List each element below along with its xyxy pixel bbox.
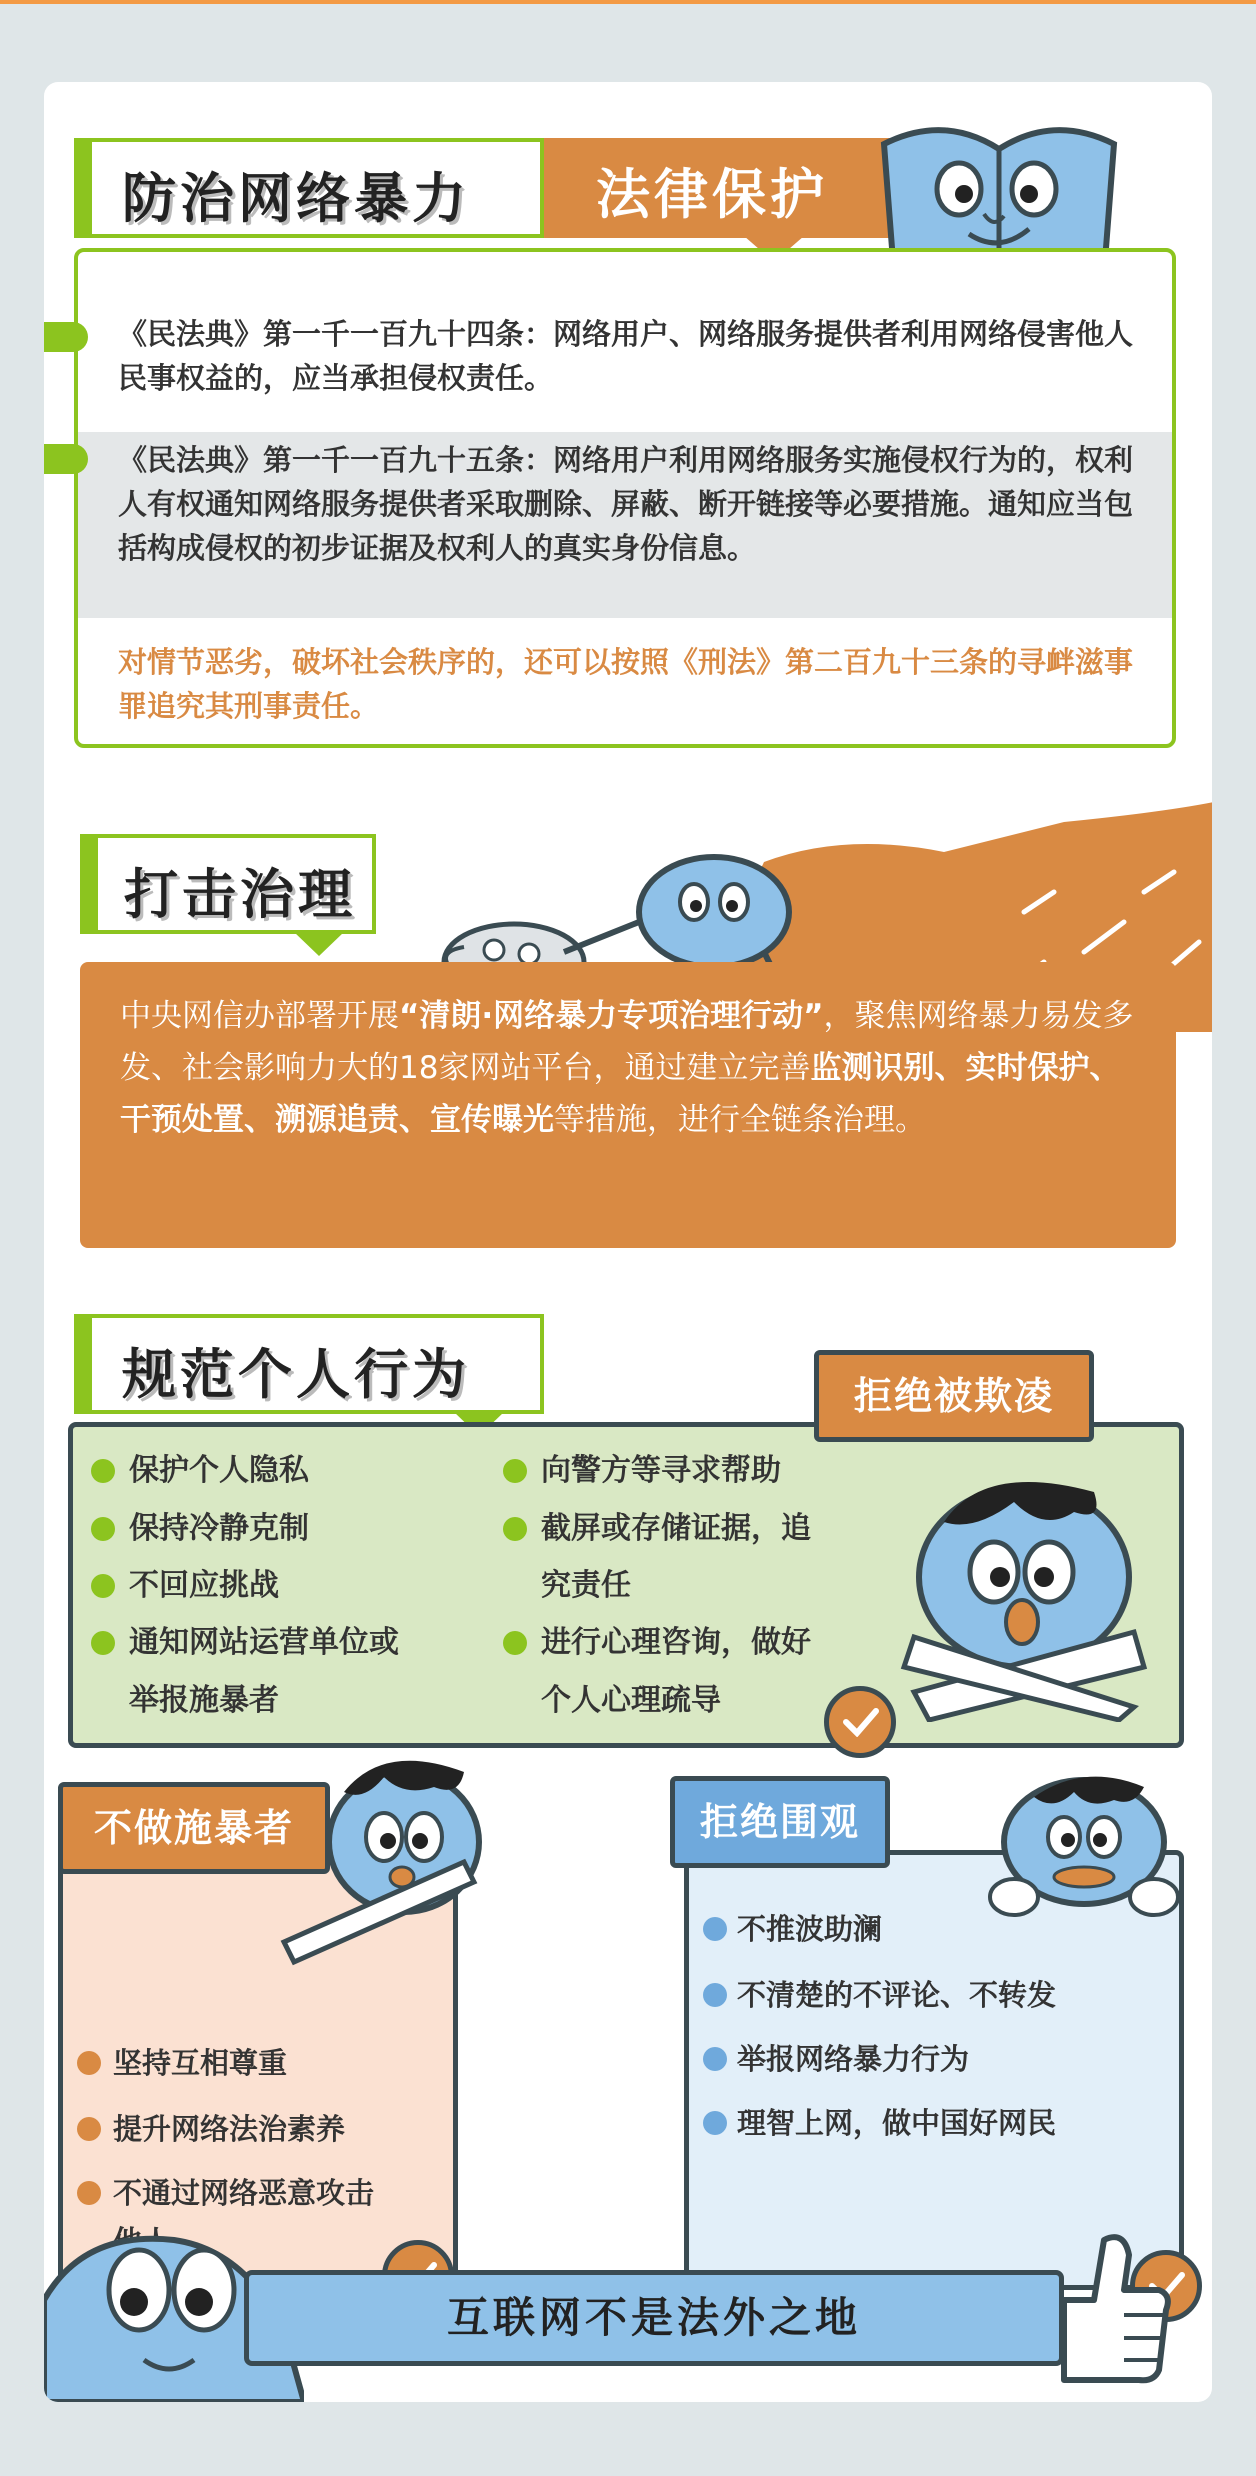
section2-text-2: ，聚焦网络暴力易发多发、社会影响力大的18家网站平台，通过建立完善 (120, 998, 1134, 1086)
refuse-bully-right-2: 截屏或存储证据，追 (541, 1511, 811, 1546)
refuse-bully-right-5: 个人心理疏导 (541, 1683, 721, 1718)
bullet-dot (77, 2117, 101, 2141)
bullet-dot (703, 1983, 727, 2007)
section2-header (80, 834, 376, 934)
section1-tab-label: 法律保护 (596, 163, 828, 226)
not-abuser-item-1: 坚持互相尊重 (113, 2046, 288, 2080)
section2-title: 打击治理 (124, 863, 356, 926)
refuse-watch-item-1: 不推波助澜 (737, 1912, 883, 1946)
refuse-watch-tag: 拒绝围观 (670, 1776, 890, 1868)
section2-measures: 监测识别、实时保护、干预处置、溯源追责、宣传曝光 (120, 1050, 1121, 1138)
not-abuser-item-3: 不通过网络恶意攻击 (113, 2176, 375, 2210)
law-box (74, 248, 1176, 748)
refuse-bully-right-1: 向警方等寻求帮助 (541, 1453, 781, 1488)
section2-action-name: “清朗·网络暴力专项治理行动” (399, 998, 824, 1034)
law2-marker (44, 444, 88, 474)
law1-marker (44, 322, 88, 352)
refuse-bully-right-3: 究责任 (541, 1568, 631, 1603)
refuse-bully-left-1: 保护个人隐私 (129, 1453, 309, 1488)
not-abuser-item-2: 提升网络法治素养 (113, 2112, 346, 2146)
refuse-watch-item-2: 不清楚的不评论、不转发 (737, 1978, 1057, 2012)
bullet-dot (77, 2051, 101, 2075)
bullet-dot (91, 1517, 115, 1541)
bullet-dot (703, 2111, 727, 2135)
top-accent-bar (0, 0, 1256, 4)
refuse-bully-left-2: 保持冷静克制 (129, 1511, 309, 1546)
crossed-arms-mascot-icon (894, 1462, 1154, 1722)
bottom-banner-text: 互联网不是法外之地 (446, 2293, 861, 2342)
poster-card (44, 82, 1212, 2402)
section1-header (74, 138, 544, 238)
bullet-dot (703, 2047, 727, 2071)
pointing-mascot-icon (274, 1742, 494, 1982)
section2-text-1: 中央网信办部署开展 (120, 998, 399, 1034)
refuse-bully-left-5: 举报施暴者 (129, 1683, 279, 1718)
section3-title: 规范个人行为 (122, 1343, 470, 1406)
refuse-bully-tag: 拒绝被欺凌 (814, 1350, 1094, 1442)
refuse-bully-right-4: 进行心理咨询，做好 (541, 1625, 811, 1660)
header2-pointer-icon (294, 932, 344, 962)
section2-text (120, 990, 1150, 1146)
section2-text-3: 等措施，进行全链条治理。 (554, 1102, 926, 1138)
bottom-banner (244, 2270, 1064, 2366)
thumbs-up-icon (1044, 2230, 1174, 2390)
bullet-dot (91, 1574, 115, 1598)
bullet-dot (77, 2181, 101, 2205)
bullet-dot (503, 1631, 527, 1655)
section1-tab (544, 138, 894, 238)
refuse-bully-left-3: 不回应挑战 (129, 1568, 279, 1603)
refuse-bully-left-4: 通知网站运营单位或 (129, 1625, 399, 1660)
refuse-watch-item-3: 举报网络暴力行为 (737, 2042, 970, 2076)
bullet-dot (703, 1917, 727, 1941)
law1-text: 《民法典》第一千一百九十四条：网络用户、网络服务提供者利用网络侵害他人民事权益的，应当承担侵权责任。 (118, 317, 1134, 395)
law3-text: 对情节恶劣，破坏社会秩序的，还可以按照《刑法》第二百九十三条的寻衅滋事罪追究其刑事责任。 (118, 645, 1134, 723)
bullet-dot (91, 1459, 115, 1483)
bullet-dot (503, 1517, 527, 1541)
bullet-dot (91, 1631, 115, 1655)
not-abuser-tag: 不做施暴者 (58, 1782, 330, 1874)
section3-header (74, 1314, 544, 1414)
bullet-dot (503, 1459, 527, 1483)
refuse-watch-item-4: 理智上网，做中国好网民 (737, 2106, 1057, 2140)
checkmark-icon (824, 1686, 896, 1758)
section2-panel (80, 962, 1176, 1248)
section1-title: 防治网络暴力 (122, 167, 470, 230)
shy-mascot-icon (984, 1762, 1184, 1922)
law2-text: 《民法典》第一千一百九十五条：网络用户利用网络服务实施侵权行为的，权利人有权通知网络服务提供者采取删除、屏蔽、断开链接等必要措施。通知应当包括构成侵权的初步证据及权利人的真实身份信息。 (118, 443, 1134, 565)
